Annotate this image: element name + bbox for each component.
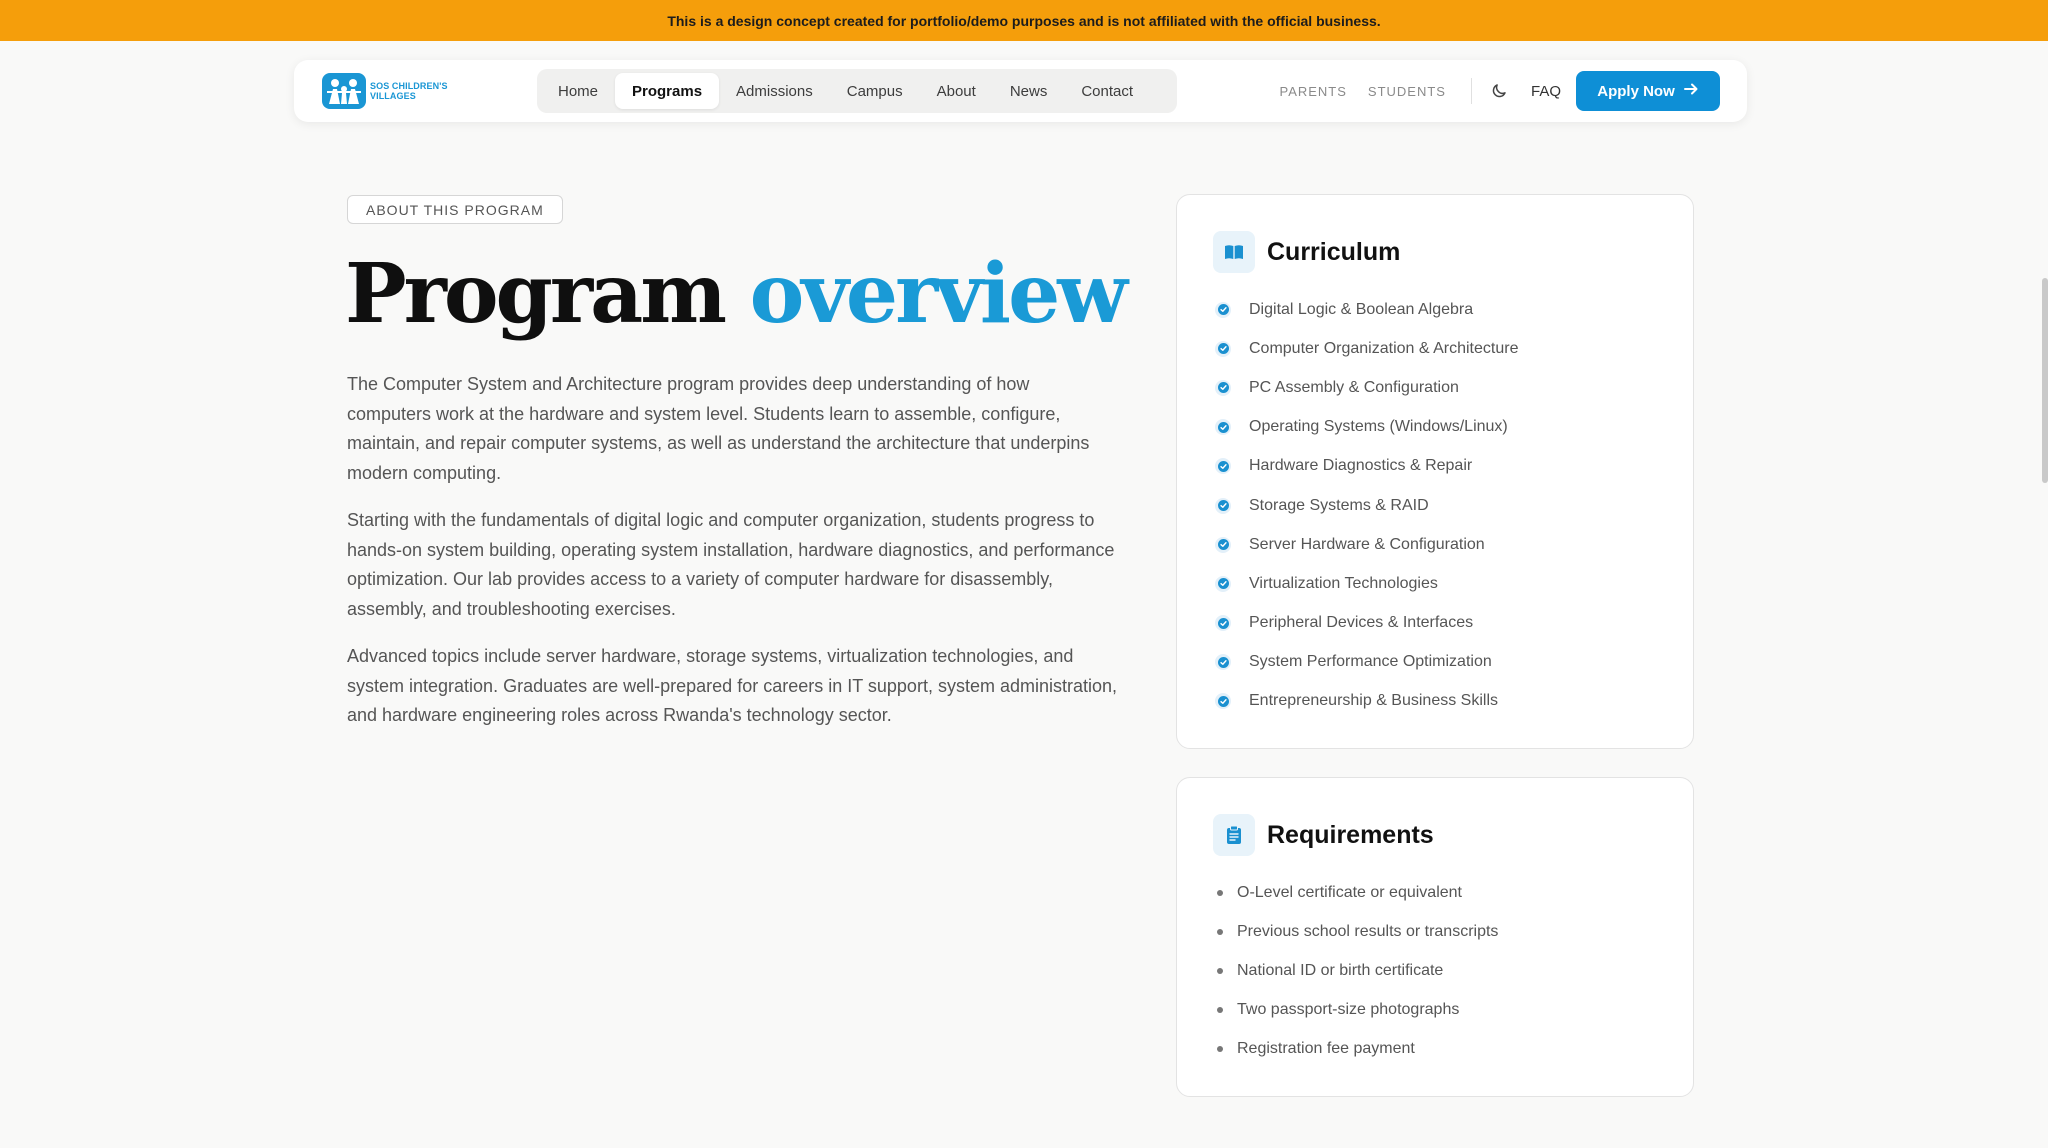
nav-item-campus[interactable]: Campus — [846, 82, 903, 100]
check-circle-icon — [1215, 302, 1231, 318]
requirement-item-label: O-Level certificate or equivalent — [1237, 883, 1462, 901]
list-item — [1215, 368, 1518, 407]
curriculum-item-label: Peripheral Devices & Interfaces — [1249, 614, 1474, 632]
list-item — [1215, 486, 1518, 525]
bullet-icon — [1217, 1007, 1223, 1013]
list-item — [1215, 329, 1518, 368]
curriculum-item-label: Hardware Diagnostics & Repair — [1249, 457, 1473, 475]
list-item — [1215, 951, 1498, 990]
list-item — [1215, 564, 1518, 603]
list-item — [1215, 525, 1518, 564]
bullet-icon — [1217, 1046, 1223, 1052]
apply-now-label: Apply Now — [1597, 82, 1675, 100]
curriculum-card — [1176, 194, 1694, 749]
bullet-icon — [1217, 929, 1223, 935]
list-item — [1215, 290, 1518, 329]
requirements-card — [1176, 777, 1694, 1097]
title-accent: overview — [749, 246, 1125, 342]
logo[interactable] — [322, 73, 448, 109]
curriculum-item-label: PC Assembly & Configuration — [1249, 378, 1459, 396]
requirement-item-label: Previous school results or transcripts — [1237, 922, 1499, 940]
check-circle-icon — [1215, 419, 1231, 435]
check-circle-icon — [1215, 380, 1231, 396]
logo-icon — [322, 73, 366, 109]
overview-paragraph: Starting with the fundamentals of digital logic and computer organization, students progress to hands-on system building, operating system installation, hardware diagnostics, and performance optimization. Our lab provides access to a variety of computer hardware for disassembly, assembly, and troubleshooting exercises. — [347, 510, 1115, 620]
check-circle-icon — [1215, 341, 1231, 357]
book-icon — [1213, 231, 1255, 273]
requirements-list — [1215, 873, 1498, 1069]
overview-paragraph: The Computer System and Architecture program provides deep understanding of how computers work at the hardware and system level. Students learn to assemble, configure, maintain, and repair computer systems, as well as understand the architecture that underpins modern computing. — [347, 374, 1090, 484]
nav-item-programs[interactable]: Programs — [615, 73, 719, 109]
bullet-icon — [1217, 890, 1223, 896]
bullet-icon — [1217, 968, 1223, 974]
nav-actions — [1279, 71, 1720, 111]
students-link[interactable]: STUDENTS — [1367, 83, 1446, 99]
scrollbar[interactable] — [2042, 41, 2048, 1148]
list-item — [1215, 912, 1498, 951]
logo-text-line-1: SOS CHILDREN'S — [370, 81, 448, 91]
overview-paragraph: Advanced topics include server hardware, storage systems, virtualization technologies, and system integration. Graduates are well-prepared for careers in IT support, system administration, and hardware engineering roles across Rwanda's technology sector. — [347, 646, 1118, 726]
faq-link[interactable]: FAQ — [1530, 82, 1561, 100]
arrow-right-icon — [1683, 81, 1699, 101]
section-tag: ABOUT THIS PROGRAM — [347, 195, 563, 224]
check-circle-icon — [1215, 537, 1231, 553]
scrollbar-thumb[interactable] — [2042, 278, 2048, 483]
curriculum-list — [1215, 290, 1518, 721]
list-item — [1215, 991, 1498, 1030]
list-item — [1215, 447, 1518, 486]
curriculum-item-label: Virtualization Technologies — [1249, 574, 1438, 592]
check-circle-icon — [1215, 615, 1231, 631]
list-item — [1215, 408, 1518, 447]
curriculum-item-label: System Performance Optimization — [1249, 653, 1492, 671]
curriculum-item-label: Storage Systems & RAID — [1249, 496, 1429, 514]
curriculum-item-label: Server Hardware & Configuration — [1249, 535, 1485, 553]
requirement-item-label: National ID or birth certificate — [1237, 961, 1444, 979]
nav-item-about[interactable]: About — [936, 82, 976, 100]
nav-divider — [1471, 78, 1472, 104]
title-main: Program — [345, 246, 724, 342]
curriculum-item-label: Digital Logic & Boolean Algebra — [1249, 300, 1474, 318]
logo-text — [370, 81, 448, 101]
nav-item-contact[interactable]: Contact — [1081, 82, 1134, 100]
list-item — [1215, 873, 1498, 912]
list-item — [1215, 643, 1518, 682]
apply-now-button[interactable] — [1576, 71, 1720, 111]
parents-link[interactable]: PARENTS — [1279, 83, 1347, 99]
check-circle-icon — [1215, 654, 1231, 670]
check-circle-icon — [1215, 576, 1231, 592]
check-circle-icon — [1215, 693, 1231, 709]
curriculum-item-label: Entrepreneurship & Business Skills — [1249, 692, 1499, 710]
top-navigation — [294, 60, 1747, 122]
requirement-item-label: Two passport-size photographs — [1237, 1001, 1460, 1019]
requirement-item-label: Registration fee payment — [1237, 1040, 1415, 1058]
page-title — [345, 246, 1125, 342]
nav-item-home[interactable]: Home — [558, 82, 599, 100]
check-circle-icon — [1215, 498, 1231, 514]
list-item — [1215, 604, 1518, 643]
demo-banner-text: This is a design concept created for portfolio/demo purposes and is not affiliated with the official business. — [667, 12, 1381, 29]
logo-text-line-2: VILLAGES — [370, 91, 416, 101]
moon-icon[interactable] — [1488, 80, 1510, 102]
nav-item-admissions[interactable]: Admissions — [736, 82, 813, 100]
list-item — [1215, 682, 1518, 721]
curriculum-item-label: Computer Organization & Architecture — [1249, 339, 1519, 357]
nav-item-news[interactable]: News — [1009, 82, 1048, 100]
requirements-header — [1213, 814, 1434, 856]
list-item — [1215, 1030, 1498, 1069]
check-circle-icon — [1215, 458, 1231, 474]
curriculum-title: Curriculum — [1267, 237, 1401, 266]
requirements-title: Requirements — [1267, 820, 1434, 849]
curriculum-item-label: Operating Systems (Windows/Linux) — [1249, 418, 1508, 436]
main-menu — [537, 69, 1177, 113]
curriculum-header — [1213, 231, 1400, 273]
demo-banner — [0, 0, 2048, 41]
clipboard-icon — [1213, 814, 1255, 856]
